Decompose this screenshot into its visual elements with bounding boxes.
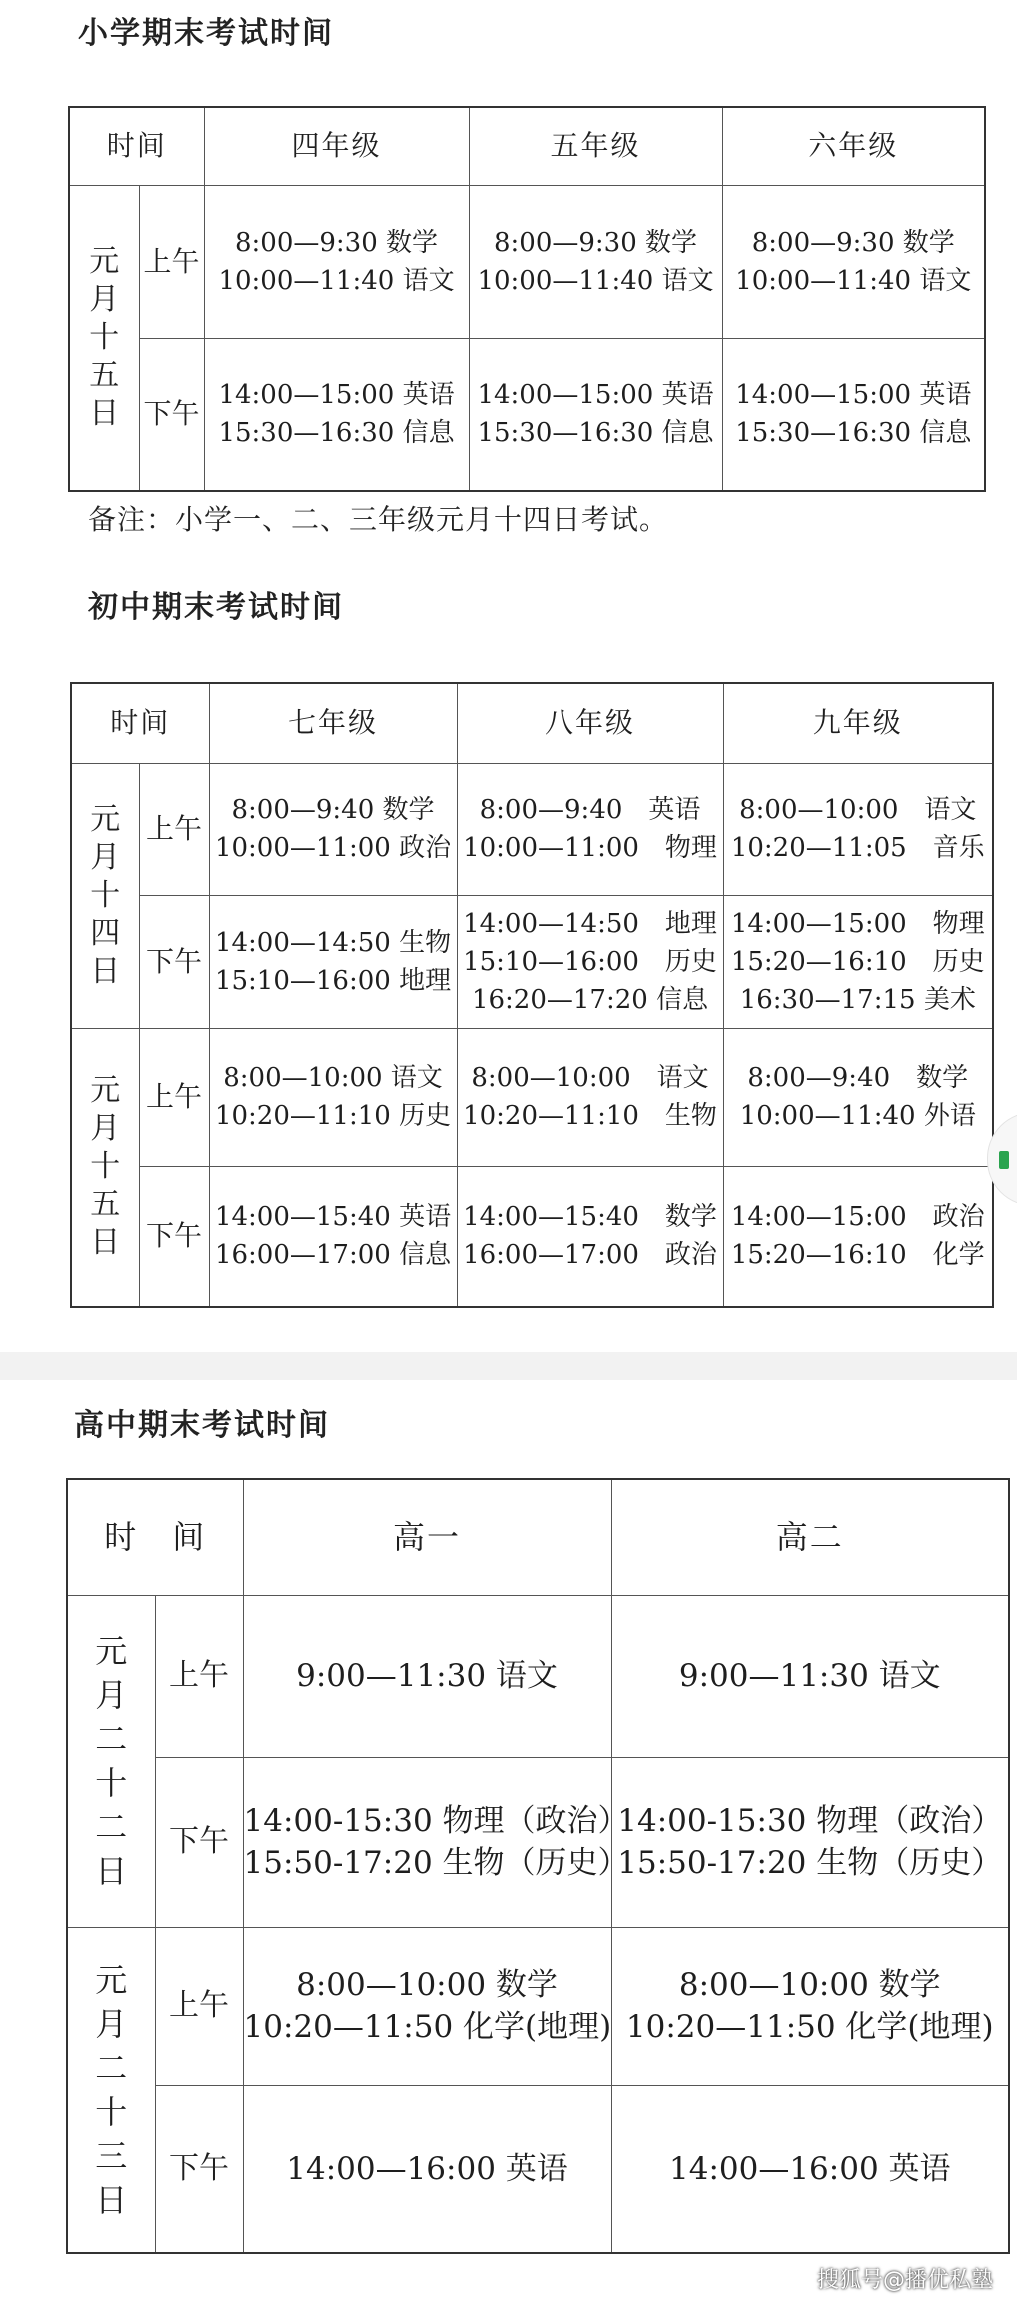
period-morning: 上午 (155, 1927, 243, 2085)
schedule-line: 10:00—11:40 语文 (735, 265, 972, 296)
period-morning: 上午 (139, 1028, 209, 1166)
table-row (67, 1757, 1009, 1927)
schedule-cell (209, 763, 457, 895)
day-char: 月 (89, 281, 120, 317)
schedule-line: 15:30—16:30 信息 (477, 418, 714, 449)
schedule-cell (204, 185, 469, 338)
header-senior-1: 高一 (243, 1479, 611, 1595)
schedule-line: 14:00—14:50 地理 (463, 908, 717, 939)
schedule-cell (243, 1757, 629, 1927)
header-grade-6: 六年级 (722, 107, 985, 185)
day-char: 五 (90, 1187, 121, 1223)
table-row (67, 1595, 1009, 1757)
table-row (67, 1927, 1009, 2085)
day-char: 元 (95, 1632, 128, 1670)
schedule-line: 15:50-17:20 生物（历史） (243, 1845, 629, 1881)
period-morning: 上午 (139, 763, 209, 895)
schedule-line: 10:20—11:05 音乐 (730, 833, 985, 863)
schedule-cell (243, 1927, 611, 2085)
schedule-line: 14:00—16:00 英语 (669, 2150, 951, 2187)
primary-exam-table (68, 106, 986, 492)
day-cell (69, 185, 139, 491)
schedule-line: 10:00—11:40 语文 (218, 265, 455, 296)
schedule-line: 9:00—11:30 语文 (296, 1658, 558, 1694)
day-char: 二 (95, 1808, 128, 1846)
day-char: 五 (89, 357, 120, 393)
day-char: 十 (90, 877, 121, 913)
day-char: 月 (95, 2004, 128, 2043)
schedule-line: 10:00—11:00 政治 (214, 833, 452, 863)
day-char: 元 (89, 243, 120, 279)
header-time: 时间 (69, 107, 204, 185)
day-char: 元 (90, 1073, 121, 1109)
schedule-line: 8:00—9:40 数学 (747, 1063, 969, 1093)
day-char: 日 (89, 395, 120, 431)
schedule-line: 15:10—16:00 地理 (214, 965, 452, 996)
header-grade-7: 七年级 (209, 683, 457, 763)
schedule-line: 8:00—9:30 数学 (751, 227, 955, 258)
header-time: 时 间 (67, 1479, 243, 1595)
schedule-cell (243, 1595, 611, 1757)
watermark: 搜狐号@播优私塾 (816, 2268, 993, 2293)
period-afternoon: 下午 (139, 1166, 209, 1307)
schedule-cell (457, 895, 723, 1028)
primary-section-title: 小学期末考试时间 (78, 16, 334, 51)
schedule-line: 15:20—16:10 化学 (730, 1240, 985, 1271)
schedule-line: 8:00—9:40 数学 (231, 795, 435, 825)
schedule-cell (723, 1028, 993, 1166)
schedule-line: 10:20—11:10 历史 (214, 1101, 452, 1131)
day-cell (67, 1595, 155, 1927)
schedule-cell (204, 338, 469, 491)
day-char: 月 (90, 1111, 121, 1147)
schedule-cell (243, 2085, 611, 2253)
day-char: 十 (95, 2092, 128, 2131)
schedule-line: 14:00-15:30 物理（政治） (243, 1803, 629, 1839)
schedule-line: 8:00—9:30 数学 (234, 227, 439, 258)
schedule-line: 14:00-15:30 物理（政治） (617, 1803, 1003, 1839)
schedule-line: 14:00—15:00 英语 (477, 380, 714, 411)
day-char: 十 (95, 1764, 128, 1802)
table-row (69, 338, 985, 491)
table-row (71, 1028, 993, 1166)
schedule-cell (723, 763, 993, 895)
day-char: 元 (90, 801, 121, 837)
schedule-line: 10:00—11:00 物理 (463, 833, 717, 863)
period-afternoon: 下午 (139, 895, 209, 1028)
schedule-line: 16:00—17:00 政治 (463, 1240, 717, 1271)
schedule-cell (611, 1927, 1009, 2085)
day-char: 月 (90, 839, 121, 875)
schedule-line: 9:00—11:30 语文 (678, 1658, 941, 1694)
header-grade-9: 九年级 (723, 683, 993, 763)
schedule-line: 14:00—15:00 英语 (218, 380, 455, 411)
schedule-cell (611, 1595, 1009, 1757)
day-char: 十 (89, 319, 120, 355)
day-cell (71, 763, 139, 1028)
schedule-line: 10:00—11:40 外语 (739, 1101, 976, 1131)
period-afternoon: 下午 (155, 2085, 243, 2253)
schedule-line: 14:00—15:40 数学 (463, 1202, 717, 1233)
schedule-cell (722, 185, 985, 338)
schedule-line: 16:20—17:20 信息 (471, 984, 709, 1015)
schedule-line: 15:10—16:00 历史 (463, 946, 717, 977)
schedule-line: 14:00—16:00 英语 (286, 2150, 568, 2187)
schedule-cell (457, 1166, 723, 1307)
day-char: 二 (95, 1720, 128, 1758)
primary-note: 备注：小学一、二、三年级元月十四日考试。 (88, 503, 669, 536)
table-header-row (67, 1479, 1009, 1595)
period-morning: 上午 (139, 185, 204, 338)
period-afternoon: 下午 (155, 1757, 243, 1927)
schedule-cell (611, 1757, 1009, 1927)
table-row (71, 763, 993, 895)
side-tab-icon (999, 1151, 1009, 1169)
day-char: 二 (95, 2048, 128, 2087)
period-afternoon: 下午 (139, 338, 204, 491)
schedule-line: 15:30—16:30 信息 (218, 418, 455, 449)
schedule-cell (457, 763, 723, 895)
schedule-line: 8:00—10:00 语文 (223, 1063, 443, 1093)
table-row (69, 185, 985, 338)
schedule-line: 15:20—16:10 历史 (730, 946, 985, 977)
high-section-title: 高中期末考试时间 (74, 1408, 330, 1443)
schedule-cell (722, 338, 985, 491)
schedule-line: 15:50-17:20 生物（历史） (617, 1845, 1003, 1881)
day-char: 四 (90, 915, 121, 951)
day-char: 三 (95, 2136, 128, 2175)
schedule-line: 10:20—11:50 化学(地理) (625, 2009, 994, 2045)
day-cell (71, 1028, 139, 1307)
header-time: 时间 (71, 683, 209, 763)
schedule-line: 10:20—11:10 生物 (463, 1101, 717, 1131)
header-grade-8: 八年级 (457, 683, 723, 763)
schedule-line: 10:20—11:50 化学(地理) (243, 2009, 612, 2045)
section-divider (0, 1352, 1017, 1380)
schedule-line: 8:00—10:00 数学 (678, 1967, 941, 2003)
schedule-cell (469, 185, 722, 338)
period-morning: 上午 (155, 1595, 243, 1757)
schedule-cell (723, 895, 993, 1028)
day-char: 日 (95, 1852, 128, 1890)
day-char: 元 (95, 1960, 128, 1999)
day-char: 十 (90, 1149, 121, 1185)
middle-exam-table (70, 682, 994, 1308)
schedule-cell (209, 1166, 457, 1307)
header-senior-2: 高二 (611, 1479, 1009, 1595)
header-grade-4: 四年级 (204, 107, 469, 185)
table-row (71, 895, 993, 1028)
schedule-cell (209, 1028, 457, 1166)
high-exam-table (66, 1478, 1010, 2254)
schedule-line: 15:30—16:30 信息 (735, 418, 972, 449)
schedule-line: 14:00—15:00 物理 (730, 908, 985, 939)
schedule-cell (457, 1028, 723, 1166)
schedule-line: 16:00—17:00 信息 (214, 1240, 452, 1271)
schedule-cell (469, 338, 722, 491)
schedule-cell (611, 2085, 1009, 2253)
schedule-line: 16:30—17:15 美术 (739, 984, 976, 1015)
table-row (71, 1166, 993, 1307)
day-char: 日 (95, 2180, 128, 2219)
schedule-line: 14:00—15:00 政治 (730, 1202, 985, 1233)
schedule-line: 8:00—10:00 语文 (739, 795, 977, 825)
day-char: 月 (95, 1676, 128, 1714)
table-row (67, 2085, 1009, 2253)
day-char: 日 (90, 953, 121, 989)
schedule-cell (723, 1166, 993, 1307)
schedule-line: 8:00—9:30 数学 (493, 227, 698, 258)
middle-section-title: 初中期末考试时间 (88, 590, 344, 625)
schedule-line: 10:00—11:40 语文 (477, 265, 714, 296)
table-header-row (69, 107, 985, 185)
schedule-line: 8:00—10:00 数学 (296, 1967, 558, 2003)
schedule-line: 8:00—9:40 英语 (479, 795, 701, 825)
table-header-row (71, 683, 993, 763)
schedule-line: 14:00—14:50 生物 (214, 927, 452, 958)
schedule-line: 14:00—15:00 英语 (735, 380, 972, 411)
schedule-line: 8:00—10:00 语文 (471, 1063, 709, 1093)
header-grade-5: 五年级 (469, 107, 722, 185)
day-cell (67, 1927, 155, 2253)
day-char: 日 (90, 1225, 121, 1261)
schedule-cell (209, 895, 457, 1028)
schedule-line: 14:00—15:40 英语 (214, 1202, 452, 1233)
